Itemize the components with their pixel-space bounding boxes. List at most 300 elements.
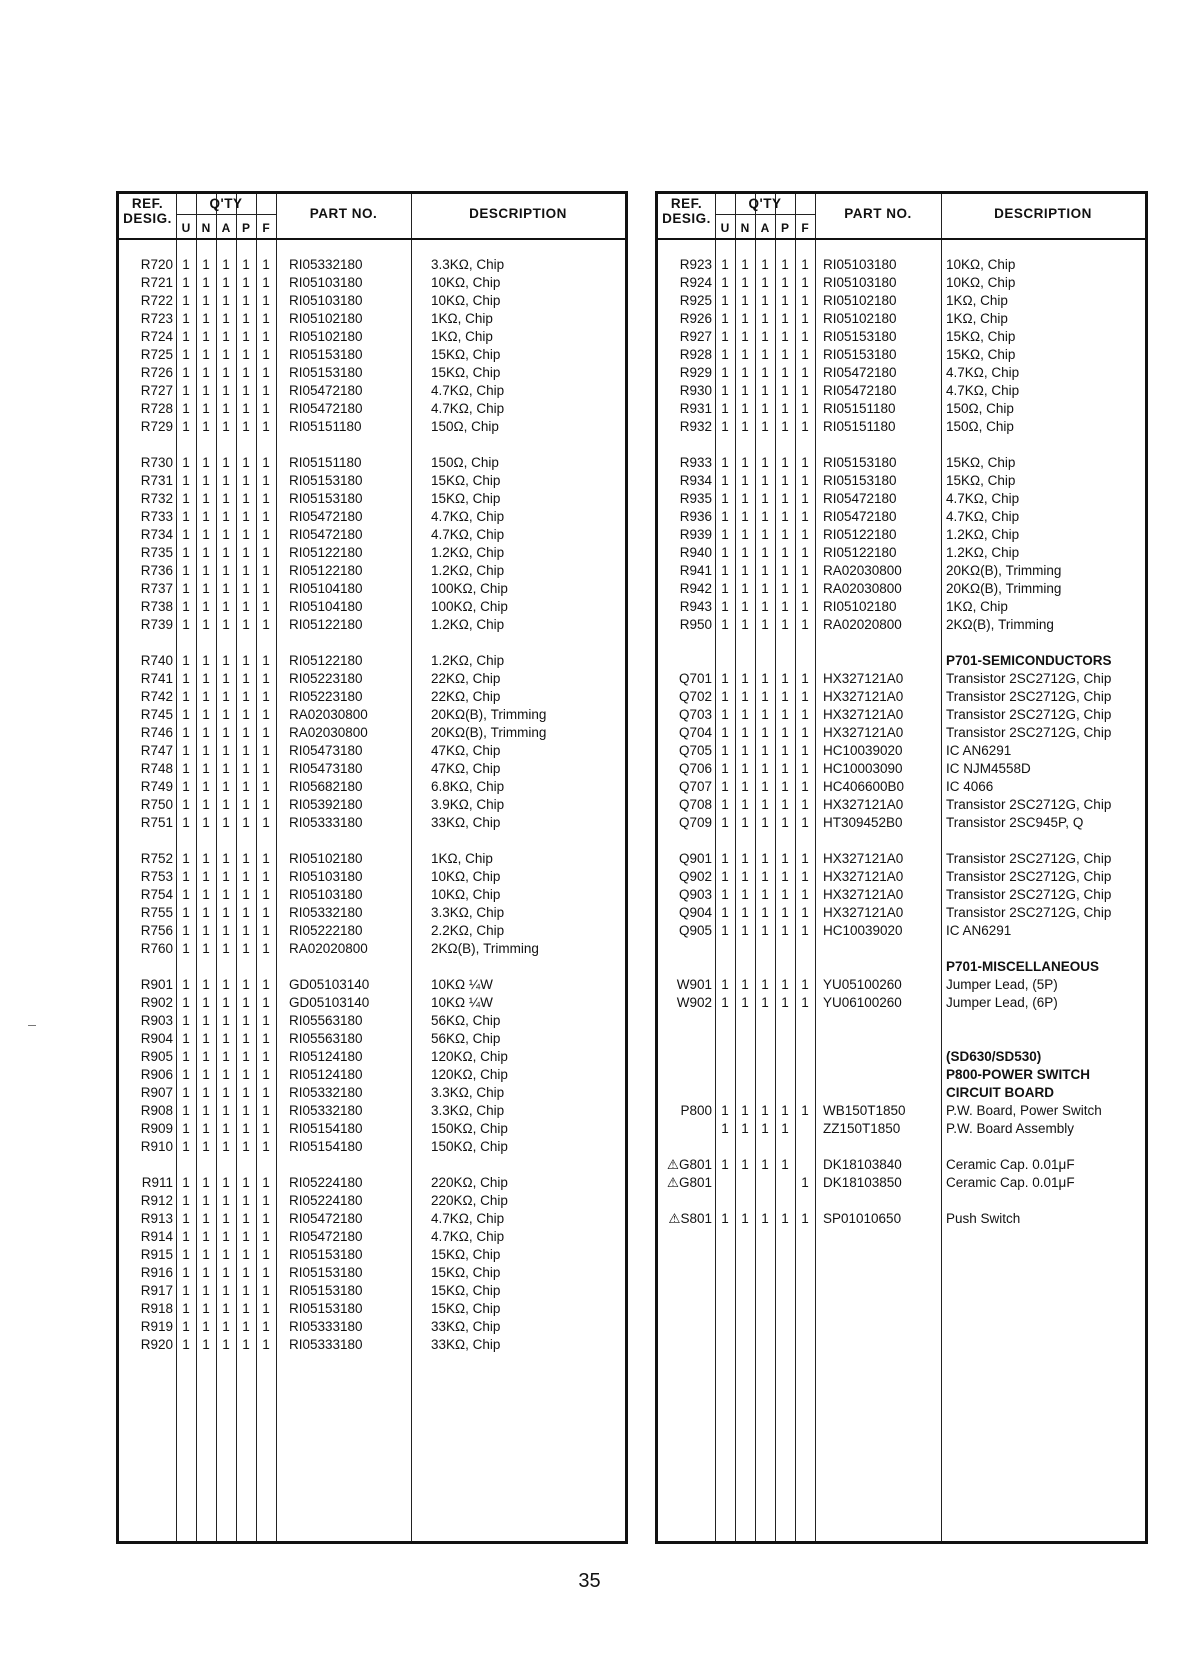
qty-f: 1 [262,761,270,776]
qty-p: 1 [781,509,789,524]
qty-n: 1 [741,293,749,308]
qty-p: 1 [781,1103,789,1118]
qty-f: 1 [801,617,809,632]
qty-p: 1 [781,743,789,758]
qty-a: 1 [222,1319,230,1334]
part-row [658,742,1145,760]
section-heading-text: P701-MISCELLANEOUS [946,959,1100,974]
ref-desig: R901 [140,977,173,992]
description: 120KΩ, Chip [431,1049,508,1064]
qty-u: 1 [721,419,729,434]
qty-u: 1 [182,653,190,668]
ref-desig: R941 [679,563,712,578]
qty-u: 1 [721,275,729,290]
description: 1KΩ, Chip [946,311,1008,326]
qty-u: 1 [182,1067,190,1082]
part-no: RI05153180 [289,1283,363,1298]
qty-f: 1 [801,851,809,866]
qty-a: 1 [222,1085,230,1100]
description: 1KΩ, Chip [431,329,493,344]
ref-desig: R734 [140,527,173,542]
qty-a: 1 [222,545,230,560]
ref-desig: R903 [140,1013,173,1028]
part-row [119,364,625,382]
qty-n: 1 [741,401,749,416]
part-no: RI05102180 [823,311,897,326]
qty-u: 1 [721,473,729,488]
qty-a: 1 [761,923,769,938]
description: Transistor 2SC2712G, Chip [946,797,1112,812]
part-no: RI05103180 [823,275,897,290]
part-row [119,580,625,598]
qty-u: 1 [182,689,190,704]
qty-p: 1 [242,815,250,830]
qty-p: 1 [781,905,789,920]
part-no: HX327121A0 [823,797,904,812]
qty-f: 1 [801,797,809,812]
part-row [658,904,1145,922]
part-no: HC406600B0 [823,779,905,794]
qty-u: 1 [182,1337,190,1352]
qty-u: 1 [182,1013,190,1028]
qty-a: 1 [222,293,230,308]
description: Transistor 2SC2712G, Chip [946,887,1112,902]
qty-p: 1 [242,923,250,938]
spacer-row [658,1012,1145,1030]
parts-table-right [655,191,1148,1544]
description: Transistor 2SC2712G, Chip [946,707,1112,722]
qty-a: 1 [761,383,769,398]
qty-a: 1 [222,1121,230,1136]
qty-n: 1 [741,527,749,542]
ref-desig: P800 [680,1103,712,1118]
part-row [658,292,1145,310]
description: P.W. Board Assembly [946,1121,1075,1136]
qty-u: 1 [721,887,729,902]
qty-f: 1 [801,923,809,938]
qty-u: 1 [721,689,729,704]
qty-p: 1 [781,275,789,290]
description: 150Ω, Chip [946,419,1014,434]
qty-f: 1 [262,1283,270,1298]
qty-p: 1 [781,1157,789,1172]
part-no: RI05103180 [289,293,363,308]
qty-u: 1 [182,1301,190,1316]
qty-p: 1 [242,995,250,1010]
qty-u: 1 [182,1139,190,1154]
description: 15KΩ, Chip [431,473,501,488]
description: 10KΩ, Chip [946,257,1016,272]
qty-f: 1 [801,1211,809,1226]
qty-n: 1 [202,1229,210,1244]
ref-desig: R751 [140,815,173,830]
qty-a: 1 [222,365,230,380]
qty-n: 1 [741,761,749,776]
qty-a: 1 [222,1247,230,1262]
part-no: RI05124180 [289,1067,363,1082]
section-heading [658,1084,1145,1102]
qty-u: 1 [182,347,190,362]
qty-a: 1 [761,851,769,866]
qty-a: 1 [761,581,769,596]
qty-a: 1 [761,797,769,812]
qty-n: 1 [202,509,210,524]
qty-f: 1 [262,869,270,884]
qty-u: 1 [182,581,190,596]
qty-f: 1 [262,653,270,668]
part-row [658,328,1145,346]
qty-u: 1 [182,1229,190,1244]
part-row [119,598,625,616]
part-row [119,1318,625,1336]
ref-desig: Q705 [678,743,712,758]
qty-a: 1 [222,1301,230,1316]
description: 1.2KΩ, Chip [946,527,1020,542]
qty-f: 1 [262,797,270,812]
qty-p: 1 [781,419,789,434]
qty-f: 1 [262,1301,270,1316]
qty-u: 1 [721,743,729,758]
part-no: RI05472180 [289,527,363,542]
ref-desig: R730 [140,455,173,470]
qty-p: 1 [242,1049,250,1064]
qty-n: 1 [741,779,749,794]
part-no: WB150T1850 [823,1103,906,1118]
qty-u: 1 [721,851,729,866]
qty-n: 1 [741,275,749,290]
part-no: RI05122180 [289,545,363,560]
ref-desig-header: REF. DESIG. [662,196,711,226]
qty-col-n: N [201,221,211,235]
qty-a: 1 [761,365,769,380]
ref-desig: R904 [140,1031,173,1046]
part-row [119,1120,625,1138]
qty-u: 1 [182,455,190,470]
ref-desig: Q901 [678,851,712,866]
qty-u: 1 [721,365,729,380]
part-no: RI05104180 [289,599,363,614]
qty-f: 1 [801,581,809,596]
qty-p: 1 [781,869,789,884]
qty-p: 1 [242,1121,250,1136]
ref-desig: ⚠S801 [668,1211,712,1226]
qty-n: 1 [741,545,749,560]
part-row [658,1174,1145,1192]
qty-u: 1 [721,257,729,272]
qty-f: 1 [262,545,270,560]
qty-p: 1 [781,257,789,272]
description: 15KΩ, Chip [431,491,501,506]
description: 150Ω, Chip [431,455,499,470]
ref-desig: R746 [140,725,173,740]
ref-desig: R934 [679,473,712,488]
part-row [119,814,625,832]
qty-n: 1 [741,329,749,344]
qty-f: 1 [801,779,809,794]
part-row [658,922,1145,940]
qty-a: 1 [761,347,769,362]
part-no: RI05222180 [289,923,363,938]
ref-desig: ⚠G801 [666,1157,712,1172]
qty-u: 1 [182,1121,190,1136]
ref-desig: R926 [679,311,712,326]
ref-desig: R914 [140,1229,173,1244]
ref-desig: R950 [679,617,712,632]
qty-n: 1 [741,383,749,398]
description: IC AN6291 [946,743,1012,758]
qty-u: 1 [182,725,190,740]
qty-a: 1 [222,941,230,956]
description: 3.3KΩ, Chip [431,905,505,920]
qty-a: 1 [761,995,769,1010]
qty-n: 1 [741,1211,749,1226]
qty-f: 1 [262,725,270,740]
part-row [119,1048,625,1066]
qty-n: 1 [202,851,210,866]
qty-n: 1 [741,905,749,920]
qty-u: 1 [721,617,729,632]
part-row [658,760,1145,778]
description: Ceramic Cap. 0.01μF [946,1175,1075,1190]
qty-u: 1 [182,1103,190,1118]
part-row [119,976,625,994]
qty-f: 1 [801,995,809,1010]
qty-p: 1 [242,329,250,344]
part-row [119,616,625,634]
qty-n: 1 [202,761,210,776]
part-no: RI05151180 [289,455,362,470]
qty-a: 1 [761,905,769,920]
qty-a: 1 [222,851,230,866]
ref-desig: R731 [140,473,173,488]
qty-u: 1 [182,1319,190,1334]
spacer-row [658,634,1145,652]
description: 15KΩ, Chip [946,347,1016,362]
description: Transistor 2SC2712G, Chip [946,689,1112,704]
part-no: YU05100260 [823,977,902,992]
description: 22KΩ, Chip [431,689,501,704]
part-no: HX327121A0 [823,689,904,704]
part-row [658,886,1145,904]
qty-u: 1 [182,599,190,614]
qty-n: 1 [741,689,749,704]
ref-desig: R732 [140,491,173,506]
qty-a: 1 [761,491,769,506]
qty-u: 1 [182,995,190,1010]
qty-p: 1 [781,671,789,686]
qty-p: 1 [242,887,250,902]
ref-desig: R760 [140,941,173,956]
qty-n: 1 [202,743,210,758]
ref-desig: R935 [679,491,712,506]
qty-f: 1 [262,851,270,866]
part-no: RI05472180 [289,1229,363,1244]
ref-desig: R736 [140,563,173,578]
part-row [119,1102,625,1120]
qty-p: 1 [242,1301,250,1316]
ref-desig: R927 [679,329,712,344]
part-row [658,724,1145,742]
qty-a: 1 [222,1211,230,1226]
part-row [658,508,1145,526]
part-row [119,886,625,904]
part-no: RI05472180 [823,509,897,524]
part-row [119,310,625,328]
qty-u: 1 [721,707,729,722]
qty-a: 1 [222,383,230,398]
qty-u: 1 [182,545,190,560]
qty-n: 1 [202,707,210,722]
qty-p: 1 [781,455,789,470]
ref-desig: R724 [140,329,173,344]
description: 100KΩ, Chip [431,581,508,596]
qty-a: 1 [761,671,769,686]
qty-u: 1 [721,1121,729,1136]
qty-f: 1 [801,419,809,434]
part-no: RI05473180 [289,761,363,776]
part-no: RI05472180 [289,1211,363,1226]
ref-desig: R915 [140,1247,173,1262]
qty-f: 1 [801,869,809,884]
qty-f: 1 [262,887,270,902]
part-row [119,922,625,940]
part-no: HC10039020 [823,743,903,758]
part-no: RI05103180 [823,257,897,272]
ref-desig: R908 [140,1103,173,1118]
qty-f: 1 [262,1013,270,1028]
qty-n: 1 [741,473,749,488]
qty-p: 1 [242,1229,250,1244]
description: 220KΩ, Chip [431,1175,508,1190]
qty-n: 1 [202,1121,210,1136]
qty-p: 1 [242,779,250,794]
qty-f: 1 [262,1175,270,1190]
qty-a: 1 [222,419,230,434]
part-no: RI05153180 [289,1265,363,1280]
part-row [119,526,625,544]
qty-p: 1 [242,1211,250,1226]
part-no: RI05153180 [289,365,363,380]
qty-u: 1 [182,401,190,416]
ref-desig: R940 [679,545,712,560]
qty-f: 1 [262,617,270,632]
qty-a: 1 [222,905,230,920]
part-no: RI05151180 [289,419,362,434]
qty-u: 1 [182,905,190,920]
qty-p: 1 [781,491,789,506]
qty-a: 1 [761,275,769,290]
part-row [119,1336,625,1354]
qty-p: 1 [242,689,250,704]
ref-desig: R925 [679,293,712,308]
qty-n: 1 [202,1067,210,1082]
qty-u: 1 [182,779,190,794]
qty-p: 1 [242,275,250,290]
qty-n: 1 [202,473,210,488]
ref-desig: R923 [679,257,712,272]
part-no: RI05103180 [289,275,363,290]
qty-n: 1 [202,257,210,272]
spacer-row [658,436,1145,454]
qty-p: 1 [242,1031,250,1046]
qty-u: 1 [182,329,190,344]
ref-desig: R916 [140,1265,173,1280]
qty-u: 1 [721,383,729,398]
part-row [119,1066,625,1084]
qty-a: 1 [222,815,230,830]
ref-desig: Q706 [678,761,712,776]
qty-n: 1 [202,905,210,920]
qty-n: 1 [202,1247,210,1262]
part-row [658,706,1145,724]
qty-header: Q'TY [748,196,782,211]
description: 1.2KΩ, Chip [431,545,505,560]
qty-p: 1 [781,545,789,560]
qty-u: 1 [182,1193,190,1208]
part-row [658,526,1145,544]
description: 4.7KΩ, Chip [431,1211,505,1226]
description: 10KΩ ¼W [431,977,493,992]
qty-u: 1 [182,365,190,380]
qty-u: 1 [721,401,729,416]
qty-u: 1 [721,347,729,362]
qty-f: 1 [262,509,270,524]
part-no: RI05473180 [289,743,363,758]
part-no: RI05151180 [823,401,896,416]
description: 4.7KΩ, Chip [431,527,505,542]
part-row [658,1120,1145,1138]
part-row [119,490,625,508]
ref-desig: R752 [140,851,173,866]
qty-a: 1 [761,869,769,884]
description: Transistor 2SC2712G, Chip [946,869,1112,884]
qty-p: 1 [242,653,250,668]
qty-a: 1 [761,329,769,344]
ref-desig: R912 [140,1193,173,1208]
part-row [119,1012,625,1030]
ref-desig: R747 [140,743,173,758]
qty-f: 1 [262,365,270,380]
spacer-row [658,1192,1145,1210]
part-row [119,706,625,724]
part-row [658,598,1145,616]
qty-n: 1 [202,1175,210,1190]
part-row [658,562,1145,580]
qty-p: 1 [242,707,250,722]
qty-u: 1 [182,311,190,326]
part-no: RI05122180 [289,653,363,668]
spacer-row [119,832,625,850]
part-row [119,1264,625,1282]
qty-u: 1 [182,815,190,830]
description: 1.2KΩ, Chip [431,563,505,578]
qty-p: 1 [242,419,250,434]
qty-p: 1 [242,491,250,506]
part-no: ZZ150T1850 [823,1121,901,1136]
part-no: RA02030800 [823,581,902,596]
description: 4.7KΩ, Chip [946,491,1020,506]
qty-u: 1 [182,509,190,524]
qty-f: 1 [262,455,270,470]
part-no: RI05122180 [289,617,363,632]
qty-u: 1 [182,527,190,542]
qty-u: 1 [721,1103,729,1118]
qty-a: 1 [222,473,230,488]
description: 20KΩ(B), Trimming [431,725,547,740]
ref-desig: R722 [140,293,173,308]
ref-desig: R741 [140,671,173,686]
qty-p: 1 [242,455,250,470]
